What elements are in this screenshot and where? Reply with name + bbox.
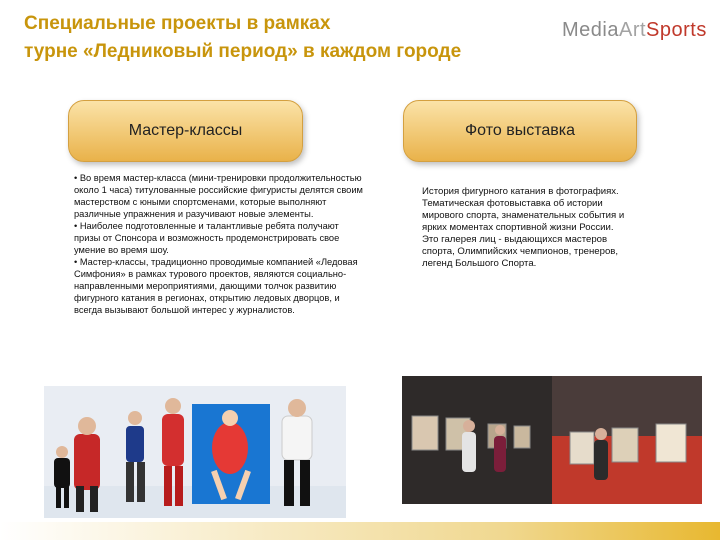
skaters-collage-image [44, 386, 346, 518]
photo-exhibition-image [402, 376, 702, 504]
logo-part-art: Art [618, 18, 647, 41]
page-number: 9 [699, 512, 706, 524]
master-classes-text [74, 172, 364, 316]
exhibition-paragraph-3: Это галерея лиц - выдающихся мастеров спорта, Олимпийских чемпионов, тренеров, легенд Большого Спорта. [422, 234, 619, 269]
exhibition-paragraph-1: История фигурного катания в фотографиях. [422, 186, 619, 197]
exhibition-hall-graphic [402, 376, 702, 504]
photo-exhibition-heading [403, 100, 637, 162]
photo-exhibition-text [422, 186, 642, 270]
logo-part-sports: Sports [646, 18, 707, 41]
master-classes-heading [68, 100, 303, 162]
title-line-1: Специальные проекты в рамках [24, 13, 331, 34]
photo-exhibition-heading-label: Фото выставка [465, 122, 575, 139]
title-line-2: турне «Ледниковый период» в каждом городе [24, 41, 462, 62]
bullet-item: • Во время мастер-класса (мини-тренировки продолжительностью около 1 часа) титулованные российские фигуристы делятся своим мастерством с юными спортсменами, которые выполняют различные упражнения и разучивают новые элементы. [74, 173, 363, 219]
media-art-sports-logo [562, 16, 712, 44]
bullet-item: • Мастер-классы, традиционно проводимые компанией «Ледовая Симфония» в рамках турового проектов, являются социально-направленными мероприятиями, дающими толчок развитию фигурного катания в регионах, открытию ледовых дворцов, и всегда вызывают большой интерес у журналистов. [74, 257, 358, 315]
footer-bar [0, 522, 720, 540]
logo-part-media: Media [562, 18, 619, 41]
bullet-item: • Наиболее подготовленные и талантливые ребята получают призы от Спонсора и возможность продемонстрировать свое умение во время шоу. [74, 221, 340, 255]
master-classes-heading-label: Мастер-классы [128, 122, 243, 139]
skaters-collage-graphic [44, 386, 346, 518]
exhibition-paragraph-2: Тематическая фотовыставка об истории мирового спорта, знаменательных события и ярких моментах спортивной жизни России. [422, 198, 625, 233]
slide-title [24, 10, 584, 66]
